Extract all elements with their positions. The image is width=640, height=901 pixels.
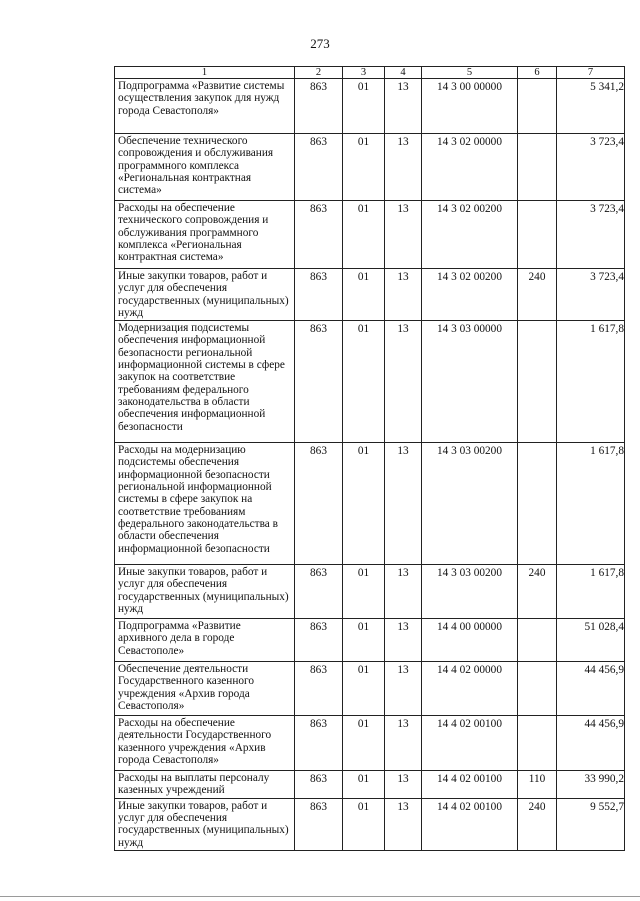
row-expense-type-cell: [518, 716, 557, 771]
row-expense-type-cell: [518, 321, 557, 443]
row-subsection-cell: 13: [385, 798, 422, 850]
column-header: 4: [385, 67, 422, 79]
row-name-cell: Подпрограмма «Развитие системы осуществления закупок для нужд города Севастополя»: [115, 79, 295, 134]
row-section-cell: 01: [343, 565, 385, 619]
row-expense-type-cell: [518, 201, 557, 269]
table-row: [115, 716, 625, 771]
column-header: 5: [422, 67, 518, 79]
row-expense-type-cell: [518, 443, 557, 565]
row-name-cell: Обеспечение деятельности Государственного казенного учреждения «Архив города Севастополя»: [115, 662, 295, 716]
row-subsection-cell: 13: [385, 134, 422, 201]
row-code-cell: 863: [295, 565, 343, 619]
row-amount-cell: 5 341,2: [557, 79, 625, 134]
row-section-cell: 01: [343, 443, 385, 565]
column-header: 6: [518, 67, 557, 79]
column-header: 2: [295, 67, 343, 79]
row-name-cell: Расходы на выплаты персоналу казенных учреждений: [115, 771, 295, 799]
row-name-cell: Обеспечение технического сопровождения и обслуживания программного комплекса «Региональная контрактная система»: [115, 134, 295, 201]
row-section-cell: 01: [343, 134, 385, 201]
row-section-cell: 01: [343, 619, 385, 662]
row-code-cell: 863: [295, 716, 343, 771]
row-section-cell: 01: [343, 201, 385, 269]
row-target-article-cell: 14 3 03 00200: [422, 565, 518, 619]
row-name-cell: Иные закупки товаров, работ и услуг для обеспечения государственных (муниципальных) нужд: [115, 269, 295, 321]
row-code-cell: 863: [295, 321, 343, 443]
row-target-article-cell: 14 3 02 00200: [422, 269, 518, 321]
row-subsection-cell: 13: [385, 321, 422, 443]
row-amount-cell: 51 028,4: [557, 619, 625, 662]
row-amount-cell: 33 990,2: [557, 771, 625, 799]
row-amount-cell: 44 456,9: [557, 716, 625, 771]
header-row: [115, 67, 625, 79]
row-section-cell: 01: [343, 798, 385, 850]
row-subsection-cell: 13: [385, 201, 422, 269]
row-expense-type-cell: 240: [518, 269, 557, 321]
budget-table: [114, 66, 625, 851]
row-expense-type-cell: [518, 79, 557, 134]
row-expense-type-cell: 240: [518, 798, 557, 850]
row-expense-type-cell: [518, 134, 557, 201]
table-row: [115, 269, 625, 321]
row-subsection-cell: 13: [385, 619, 422, 662]
row-amount-cell: 1 617,8: [557, 565, 625, 619]
row-target-article-cell: 14 3 00 00000: [422, 79, 518, 134]
row-name-cell: Подпрограмма «Развитие архивного дела в городе Севастополе»: [115, 619, 295, 662]
row-amount-cell: 3 723,4: [557, 201, 625, 269]
row-section-cell: 01: [343, 321, 385, 443]
row-section-cell: 01: [343, 269, 385, 321]
row-name-cell: Иные закупки товаров, работ и услуг для обеспечения государственных (муниципальных) нужд: [115, 798, 295, 850]
row-target-article-cell: 14 3 02 00200: [422, 201, 518, 269]
table-row: [115, 771, 625, 799]
table-row: [115, 201, 625, 269]
row-amount-cell: 1 617,8: [557, 321, 625, 443]
row-subsection-cell: 13: [385, 79, 422, 134]
row-section-cell: 01: [343, 79, 385, 134]
row-expense-type-cell: [518, 619, 557, 662]
row-name-cell: Расходы на обеспечение технического сопровождения и обслуживания программного комплекса «Региональная контрактная система»: [115, 201, 295, 269]
row-amount-cell: 9 552,7: [557, 798, 625, 850]
row-section-cell: 01: [343, 662, 385, 716]
row-name-cell: Расходы на обеспечение деятельности Государственного казенного учреждения «Архив города Севастополя»: [115, 716, 295, 771]
table-row: [115, 443, 625, 565]
row-target-article-cell: 14 4 02 00100: [422, 716, 518, 771]
page-number: 273: [310, 36, 330, 51]
row-subsection-cell: 13: [385, 443, 422, 565]
row-target-article-cell: 14 4 02 00000: [422, 662, 518, 716]
table-row: [115, 798, 625, 850]
row-target-article-cell: 14 3 03 00000: [422, 321, 518, 443]
column-header: 3: [343, 67, 385, 79]
row-amount-cell: 3 723,4: [557, 269, 625, 321]
row-code-cell: 863: [295, 201, 343, 269]
table-row: [115, 662, 625, 716]
row-expense-type-cell: 240: [518, 565, 557, 619]
row-subsection-cell: 13: [385, 771, 422, 799]
page-bottom-edge: [0, 896, 640, 897]
row-name-cell: Иные закупки товаров, работ и услуг для обеспечения государственных (муниципальных) нужд: [115, 565, 295, 619]
row-code-cell: 863: [295, 619, 343, 662]
row-target-article-cell: 14 3 02 00000: [422, 134, 518, 201]
row-expense-type-cell: [518, 662, 557, 716]
row-code-cell: 863: [295, 771, 343, 799]
table-row: [115, 619, 625, 662]
row-section-cell: 01: [343, 716, 385, 771]
row-section-cell: 01: [343, 771, 385, 799]
row-expense-type-cell: 110: [518, 771, 557, 799]
row-name-cell: Расходы на модернизацию подсистемы обеспечения информационной безопасности региональной информационной системы в сфере закупок на соответствие требованиям федерального законодательства в области обеспечения информационной безопасности: [115, 443, 295, 565]
row-name-cell: Модернизация подсистемы обеспечения информационной безопасности региональной информационной системы в сфере закупок на соответствие требованиям федерального законодательства в области обеспечения информационной безопасности: [115, 321, 295, 443]
row-code-cell: 863: [295, 662, 343, 716]
table-row: [115, 79, 625, 134]
row-amount-cell: 3 723,4: [557, 134, 625, 201]
table-row: [115, 321, 625, 443]
row-code-cell: 863: [295, 269, 343, 321]
row-code-cell: 863: [295, 798, 343, 850]
row-target-article-cell: 14 3 03 00200: [422, 443, 518, 565]
row-code-cell: 863: [295, 443, 343, 565]
row-code-cell: 863: [295, 79, 343, 134]
row-subsection-cell: 13: [385, 716, 422, 771]
row-amount-cell: 44 456,9: [557, 662, 625, 716]
row-subsection-cell: 13: [385, 269, 422, 321]
row-subsection-cell: 13: [385, 662, 422, 716]
row-subsection-cell: 13: [385, 565, 422, 619]
row-target-article-cell: 14 4 02 00100: [422, 771, 518, 799]
row-target-article-cell: 14 4 00 00000: [422, 619, 518, 662]
column-header: 7: [557, 67, 625, 79]
row-target-article-cell: 14 4 02 00100: [422, 798, 518, 850]
column-header: 1: [115, 67, 295, 79]
table-row: [115, 565, 625, 619]
row-amount-cell: 1 617,8: [557, 443, 625, 565]
row-code-cell: 863: [295, 134, 343, 201]
table-row: [115, 134, 625, 201]
